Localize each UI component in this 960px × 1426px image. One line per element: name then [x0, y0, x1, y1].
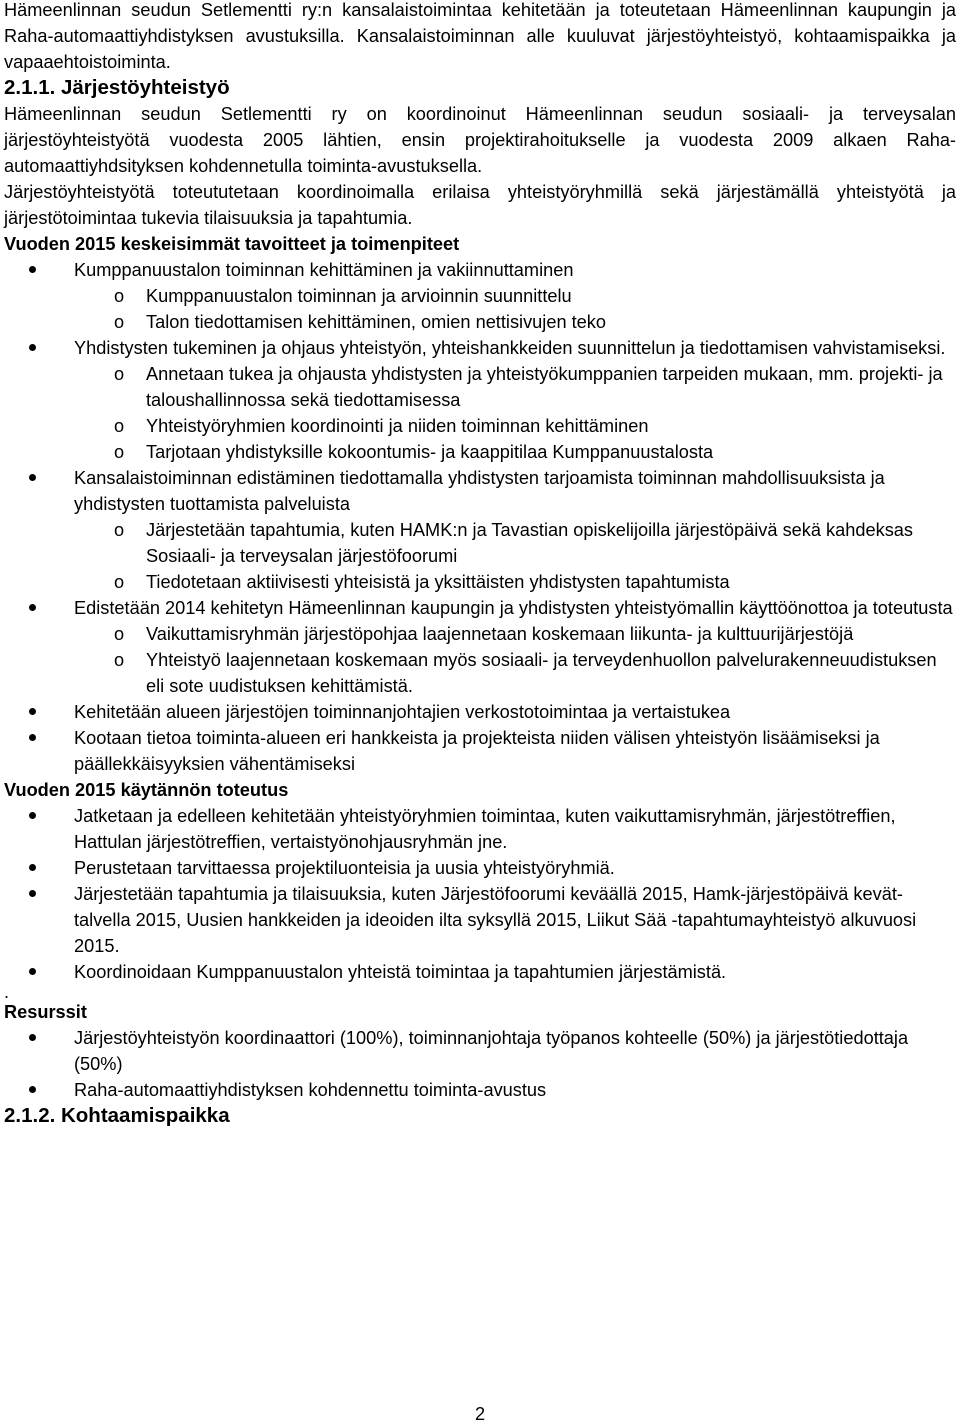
practice-item	[4, 959, 956, 985]
goal-item	[4, 699, 956, 725]
bullet-icon	[29, 1086, 36, 1093]
goal-subitem	[114, 517, 956, 569]
goal-subitem-text: Tarjotaan yhdistyksille kokoontumis- ja kaappitilaa Kumppanuustalosta	[146, 442, 714, 462]
circle-bullet-icon: o	[114, 364, 125, 384]
bullet-icon	[29, 968, 36, 975]
bullet-icon	[29, 890, 36, 897]
goal-subitem-text: Järjestetään tapahtumia, kuten HAMK:n ja Tavastian opiskelijoilla järjestöpäivä sekä kahdeksas Sosiaali- ja terveysalan järjestöfoorumi	[146, 520, 913, 566]
circle-bullet-icon: o	[114, 442, 125, 462]
bullet-icon	[29, 1034, 36, 1041]
goal-text: Kansalaistoiminnan edistäminen tiedottamalla yhdistysten tarjoamista toiminnan mahdollisuuksista ja yhdistysten tuottamista palveluista	[74, 468, 885, 514]
goal-item	[4, 595, 956, 699]
goal-subitem	[114, 413, 956, 439]
resource-item	[4, 1025, 956, 1077]
goal-subitem	[114, 309, 956, 335]
bullet-icon	[29, 604, 36, 611]
circle-bullet-icon: o	[114, 572, 125, 592]
practice-item	[4, 855, 956, 881]
bullet-icon	[29, 864, 36, 871]
goal-subitem-text: Vaikuttamisryhmän järjestöpohjaa laajennetaan koskemaan liikunta- ja kulttuurijärjestöjä	[146, 624, 854, 644]
practice-item	[4, 881, 956, 959]
goals-list	[4, 257, 956, 777]
goal-sublist	[74, 283, 956, 335]
goal-subitem-text: Annetaan tukea ja ohjausta yhdistysten ja yhteistyökumppanien tarpeiden mukaan, mm. projekti- ja taloushallinnossa sekä tiedottamisessa	[146, 364, 943, 410]
circle-bullet-icon: o	[114, 650, 125, 670]
section-paragraph-2: Järjestöyhteistyötä toteututetaan koordinoimalla erilaisa yhteistyöryhmillä sekä järjestämällä yhteistyötä ja järjestötoimintaa tukevia tilaisuuksia ja tapahtumia.	[4, 182, 956, 228]
resources-list	[4, 1025, 956, 1103]
goal-subitem	[114, 569, 956, 595]
bullet-icon	[29, 344, 36, 351]
bullet-icon	[29, 474, 36, 481]
goal-text: Edistetään 2014 kehitetyn Hämeenlinnan kaupungin ja yhdistysten yhteistyömallin käyttöönottoa ja toteutusta	[74, 598, 953, 618]
practice-item-text: Perustetaan tarvittaessa projektiluonteisia ja uusia yhteistyöryhmiä.	[74, 858, 615, 878]
goal-sublist	[74, 517, 956, 595]
bullet-icon	[29, 812, 36, 819]
circle-bullet-icon: o	[114, 286, 125, 306]
resources-heading: Resurssit	[4, 1002, 87, 1022]
goal-text: Kehitetään alueen järjestöjen toiminnanjohtajien verkostotoimintaa ja vertaistukea	[74, 702, 731, 722]
goal-subitem	[114, 283, 956, 309]
section-paragraph-1: Hämeenlinnan seudun Setlementti ry on koordinoinut Hämeenlinnan seudun sosiaali- ja terveysalan järjestöyhteistyötä vuodesta 2005 lähtien, ensin projektirahoitukselle ja vuodesta 2009 alkaen Raha-automaattiyhdsityksen kohdennetulla toiminta-avustuksella.	[4, 104, 956, 176]
stray-period: .	[4, 982, 10, 1002]
resource-item	[4, 1077, 956, 1103]
bullet-icon	[29, 734, 36, 741]
section-title-kohtaamispaikka: 2.1.2. Kohtaamispaikka	[4, 1104, 230, 1127]
intro-paragraph: Hämeenlinnan seudun Setlementti ry:n kansalaistoimintaa kehitetään ja toteutetaan Hämeenlinnan kaupungin ja Raha-automaattiyhdistyksen avustuksilla. Kansalaistoiminnan alle kuuluvat järjestöyhteistyö, kohtaamispaikka ja vapaaehtoistoiminta.	[4, 0, 956, 72]
goal-text: Yhdistysten tukeminen ja ohjaus yhteistyön, yhteishankkeiden suunnittelun ja tiedottamisen vahvistamiseksi.	[74, 338, 946, 358]
goal-subitem-text: Talon tiedottamisen kehittäminen, omien nettisivujen teko	[146, 312, 606, 332]
practice-list	[4, 803, 956, 985]
circle-bullet-icon: o	[114, 624, 125, 644]
goal-text: Kootaan tietoa toiminta-alueen eri hankkeista ja projekteista niiden välisen yhteistyön lisäämiseksi ja päällekkäisyyksien vähentämiseksi	[74, 728, 880, 774]
goal-subitem	[114, 439, 956, 465]
circle-bullet-icon: o	[114, 520, 125, 540]
bullet-icon	[29, 708, 36, 715]
resource-item-text: Järjestöyhteistyön koordinaattori (100%), toiminnanjohtaja työpanos kohteelle (50%) ja järjestötiedottaja (50%)	[74, 1028, 909, 1074]
goal-subitem-text: Yhteistyöryhmien koordinointi ja niiden toiminnan kehittäminen	[146, 416, 649, 436]
goal-subitem-text: Tiedotetaan aktiivisesti yhteisistä ja yksittäisten yhdistysten tapahtumista	[146, 572, 730, 592]
resource-item-text: Raha-automaattiyhdistyksen kohdennettu toiminta-avustus	[74, 1080, 547, 1100]
section-title-jarjestoyhteistyo: 2.1.1. Järjestöyhteistyö	[4, 76, 230, 99]
goal-sublist	[74, 621, 956, 699]
goal-subitem-text: Kumppanuustalon toiminnan ja arvioinnin suunnittelu	[146, 286, 572, 306]
page-number: 2	[474, 1404, 486, 1424]
practice-item-text: Koordinoidaan Kumppanuustalon yhteistä toimintaa ja tapahtumien järjestämistä.	[74, 962, 727, 982]
goal-item	[4, 465, 956, 595]
goal-item	[4, 257, 956, 335]
goal-subitem	[114, 361, 956, 413]
practice-item-text: Järjestetään tapahtumia ja tilaisuuksia, kuten Järjestöfoorumi keväällä 2015, Hamk-järjestöpäivä kevät-talvella 2015, Uusien hankkeiden ja ideoiden ilta syksyllä 2015, Liikut Sää -tapahtumayhteistyö alkuvuosi 2015.	[74, 884, 917, 956]
goal-item	[4, 725, 956, 777]
goal-subitem-text: Yhteistyö laajennetaan koskemaan myös sosiaali- ja terveydenhuollon palvelurakenneuudistuksen eli sote uudistuksen kehittämistä.	[146, 650, 937, 696]
practice-item-text: Jatketaan ja edelleen kehitetään yhteistyöryhmien toimintaa, kuten vaikuttamisryhmän, järjestötreffien, Hattulan järjestötreffien, vertaistyönohjausryhmän jne.	[74, 806, 896, 852]
goal-text: Kumppanuustalon toiminnan kehittäminen ja vakiinnuttaminen	[74, 260, 574, 280]
goal-sublist	[74, 361, 956, 465]
goal-item	[4, 335, 956, 465]
circle-bullet-icon: o	[114, 312, 125, 332]
goal-subitem	[114, 647, 956, 699]
goal-subitem	[114, 621, 956, 647]
goals-heading: Vuoden 2015 keskeisimmät tavoitteet ja toimenpiteet	[4, 234, 460, 254]
practice-item	[4, 803, 956, 855]
bullet-icon	[29, 266, 36, 273]
practice-heading: Vuoden 2015 käytännön toteutus	[4, 780, 289, 800]
circle-bullet-icon: o	[114, 416, 125, 436]
